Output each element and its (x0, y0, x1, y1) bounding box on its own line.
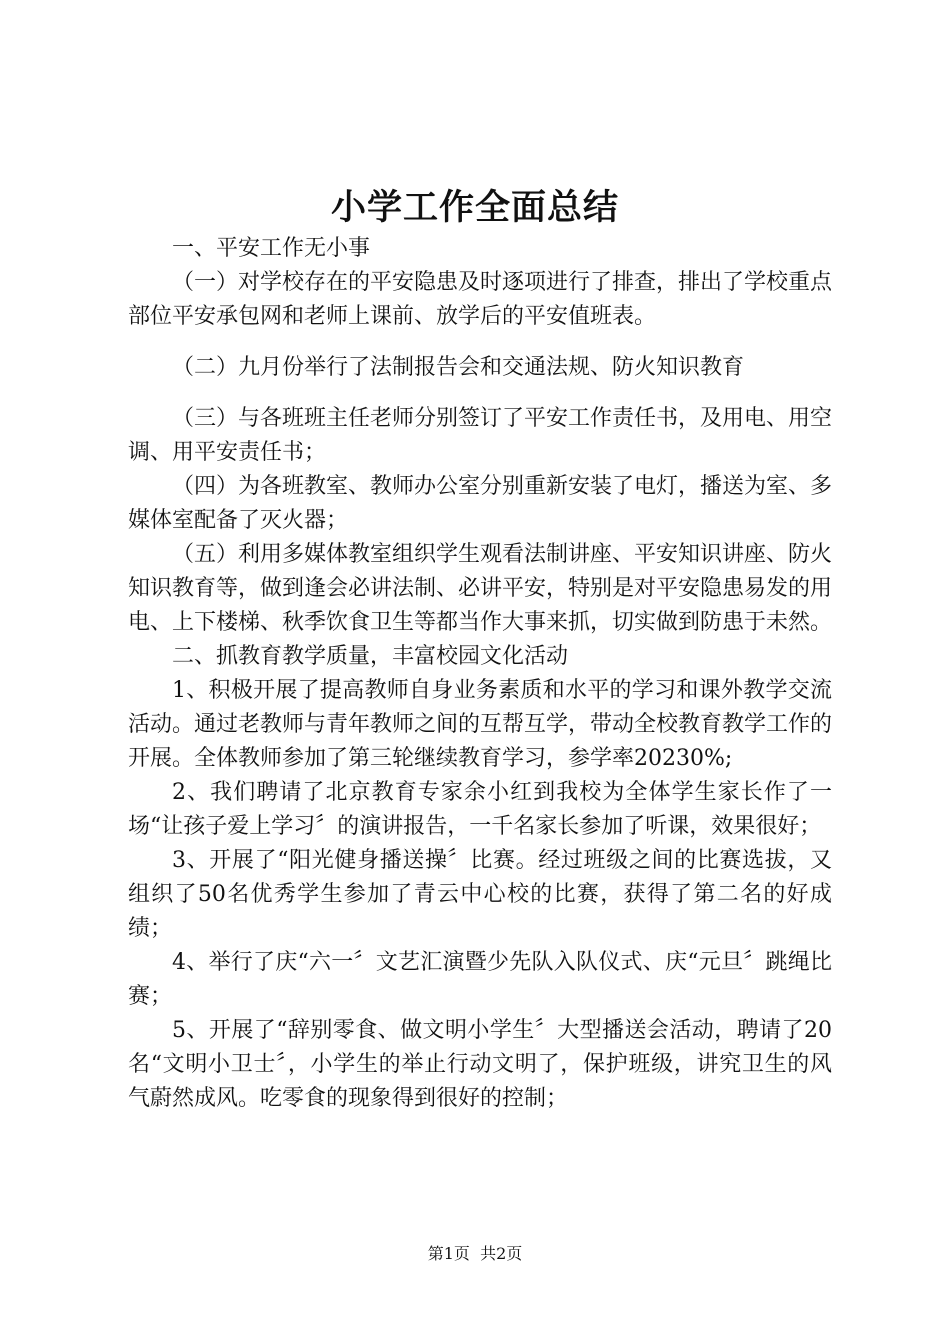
paragraph-safety-2: （二）九月份举行了法制报告会和交通法规、防火知识教育 (172, 355, 745, 380)
paragraph-teaching-1: 1、积极开展了提高教师自身业务素质和水平的学习和课外教学交流活动。通过老教师与青年教师之间的互帮互学，带动全校教育教学工作的开展。全体教师参加了第三轮继续教育学习，参学率20230%; (128, 678, 833, 771)
page-title: 小学工作全面总结 (330, 187, 619, 228)
paragraph-teaching-5: 5、开展了“辞别零食、做文明小学生〞大型播送会活动，聘请了20名“文明小卫士〞，小学生的举止行动文明了，保护班级，讲究卫生的风气蔚然成风。吃零食的现象得到很好的控制； (128, 1018, 832, 1111)
paragraph-safety-5: （五）利用多媒体教室组织学生观看法制讲座、平安知识讲座、防火知识教育等，做到逢会必讲法制、必讲平安，特别是对平安隐患易发的用电、上下楼梯、秋季饮食卫生等都当作大事来抓，切实做到防患于未然。 (128, 542, 833, 635)
paragraph-teaching-2: 2、我们聘请了北京教育专家余小红到我校为全体学生家长作了一场“让孩子爱上学习〞的演讲报告，一千名家长参加了听课，效果很好； (128, 780, 832, 839)
document-body (128, 232, 832, 1116)
page-total: 共2页 (480, 1244, 523, 1263)
page-number: 第1页 (427, 1244, 470, 1263)
paragraph-safety-3: （三）与各班班主任老师分别签订了平安工作责任书，及用电、用空调、用平安责任书； (128, 406, 833, 465)
paragraph-teaching-4: 4、举行了庆“六一〞文艺汇演暨少先队入队仪式、庆“元旦〞跳绳比赛； (128, 950, 832, 1009)
section-heading-safety: 一、平安工作无小事 (172, 236, 371, 261)
paragraph-safety-4: （四）为各班教室、教师办公室分别重新安装了电灯，播送为室、多媒体室配备了灭火器； (128, 474, 833, 533)
section-heading-teaching: 二、抓教育教学质量，丰富校园文化活动 (172, 644, 569, 669)
paragraph-teaching-3: 3、开展了“阳光健身播送操〞比赛。经过班级之间的比赛选拔，又组织了50名优秀学生参加了青云中心校的比赛，获得了第二名的好成绩； (128, 848, 832, 941)
paragraph-safety-1: （一）对学校存在的平安隐患及时逐项进行了排查，排出了学校重点部位平安承包网和老师上课前、放学后的平安值班表。 (128, 270, 833, 329)
page-footer (0, 1243, 950, 1265)
